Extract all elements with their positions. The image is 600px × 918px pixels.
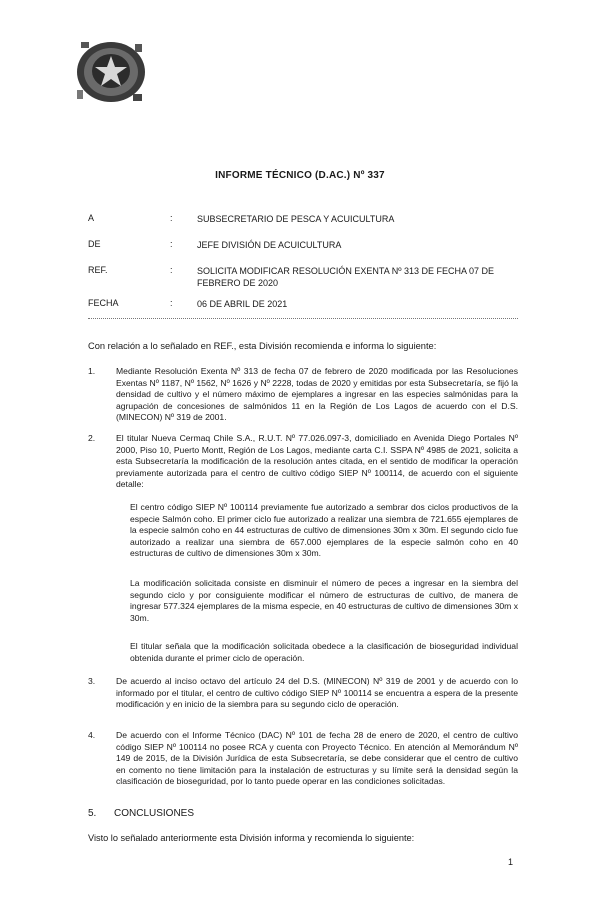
government-seal-logo	[73, 38, 149, 106]
report-title: INFORME TÉCNICO (D.AC.) Nº 337	[215, 170, 385, 181]
item-text: Mediante Resolución Exenta Nº 313 de fecha 07 de febrero de 2020 modificada por las Resoluciones Exentas Nº 1187, Nº 1562, Nº 1626 y Nº 2228, todas de 2020 y emitidas por esta Subsecretaría, se fijó la densidad de cultivo y el número máximo de ejemplares a ingresar en las especies salmónidas para la agrupación de concesiones de salmónidos 11 en la Región de Los Lagos de acuerdo con el D.S. (MINECON) Nº 319 de 2001.	[116, 366, 518, 423]
item-text: De acuerdo con el Informe Técnico (DAC) Nº 101 de fecha 28 de enero de 2020, el centro de cultivo código SIEP Nº 100114 no posee RCA y cuenta con Proyecto Técnico. En atención al Memorándum Nº 149 de 2015, de la División Jurídica de esta Subsecretaría, se debe considerar que el centro de cultivo en comento no tiene limitación para la instalación de estructuras y su límite será la densidad según la clasificación de bioseguridad, por lo tanto puede operar en las condiciones solicitadas.	[116, 730, 518, 787]
section-number: 5.	[88, 808, 97, 819]
sub-paragraph: El centro código SIEP Nº 100114 previamente fue autorizado a sembrar dos ciclos productivos de la especie Salmón coho. El primer ciclo fue autorizado a realizar una siembra de 721.655 ejemplares de la especie salmón coho en 44 estructuras de cultivo de dimensiones 30m x 30m. El segundo ciclo fue autorizado a realizar una siembra de 657.000 ejemplares de la especie salmón coho en 40 estructuras de cultivo de dimensiones 30m x 30m.	[130, 502, 518, 559]
item-number: 2.	[88, 433, 96, 443]
header-key: REF.	[88, 265, 108, 275]
item-number: 3.	[88, 676, 96, 686]
intro-paragraph: Con relación a lo señalado en REF., esta División recomienda e informa lo siguiente:	[88, 341, 437, 351]
header-colon: :	[170, 213, 173, 223]
item-number: 4.	[88, 730, 96, 740]
header-value: JEFE DIVISIÓN DE ACUICULTURA	[197, 240, 342, 250]
section-title: CONCLUSIONES	[114, 808, 195, 819]
header-colon: :	[170, 265, 173, 275]
sub-paragraph: La modificación solicitada consiste en disminuir el número de peces a ingresar en la siembra del segundo ciclo y por consiguiente modificar el número de estructuras de cultivo, de manera de ingresar 577.324 ejemplares de la misma especie, en 40 estructuras de cultivo de dimensiones 30m x 30m.	[130, 578, 518, 623]
closing-paragraph: Visto lo señalado anteriormente esta División informa y recomienda lo siguiente:	[88, 833, 415, 843]
header-value: 06 DE ABRIL DE 2021	[197, 299, 288, 309]
header-key: DE	[88, 239, 101, 249]
header-colon: :	[170, 239, 173, 249]
header-value: SOLICITA MODIFICAR RESOLUCIÓN EXENTA Nº 313 DE FECHA 07 DE FEBRERO DE 2020	[197, 266, 495, 288]
page-number: 1	[508, 857, 514, 867]
item-number: 1.	[88, 366, 96, 376]
header-colon: :	[170, 298, 173, 308]
header-divider	[88, 318, 518, 321]
sub-paragraph: El titular señala que la modificación solicitada obedece a la clasificación de bioseguridad individual obtenida durante el primer ciclo de operación.	[130, 641, 518, 663]
header-value: SUBSECRETARIO DE PESCA Y ACUICULTURA	[197, 214, 395, 224]
item-text: El titular Nueva Cermaq Chile S.A., R.U.T. Nº 77.026.097-3, domiciliado en Avenida Diego Portales Nº 2000, Piso 10, Puerto Montt, Región de Los Lagos, mediante carta C.I. SSPA Nº 4985 de 2021, solicita a esta Subsecretaría la modificación de la resolución antes citada, en el sentido de modificar la operación previamente autorizada para el centro de cultivo código SIEP Nº 100114, de acuerdo con el siguiente detalle:	[116, 433, 518, 490]
item-text: De acuerdo al inciso octavo del artículo 24 del D.S. (MINECON) Nº 319 de 2001 y de acuerdo con lo informado por el titular, el centro de cultivo código SIEP Nº 100114 se encuentra a espera de la presente modificación y en inicio de la siembra para su segundo ciclo de operación.	[116, 676, 518, 710]
header-key: FECHA	[88, 298, 119, 308]
header-key: A	[88, 213, 95, 223]
